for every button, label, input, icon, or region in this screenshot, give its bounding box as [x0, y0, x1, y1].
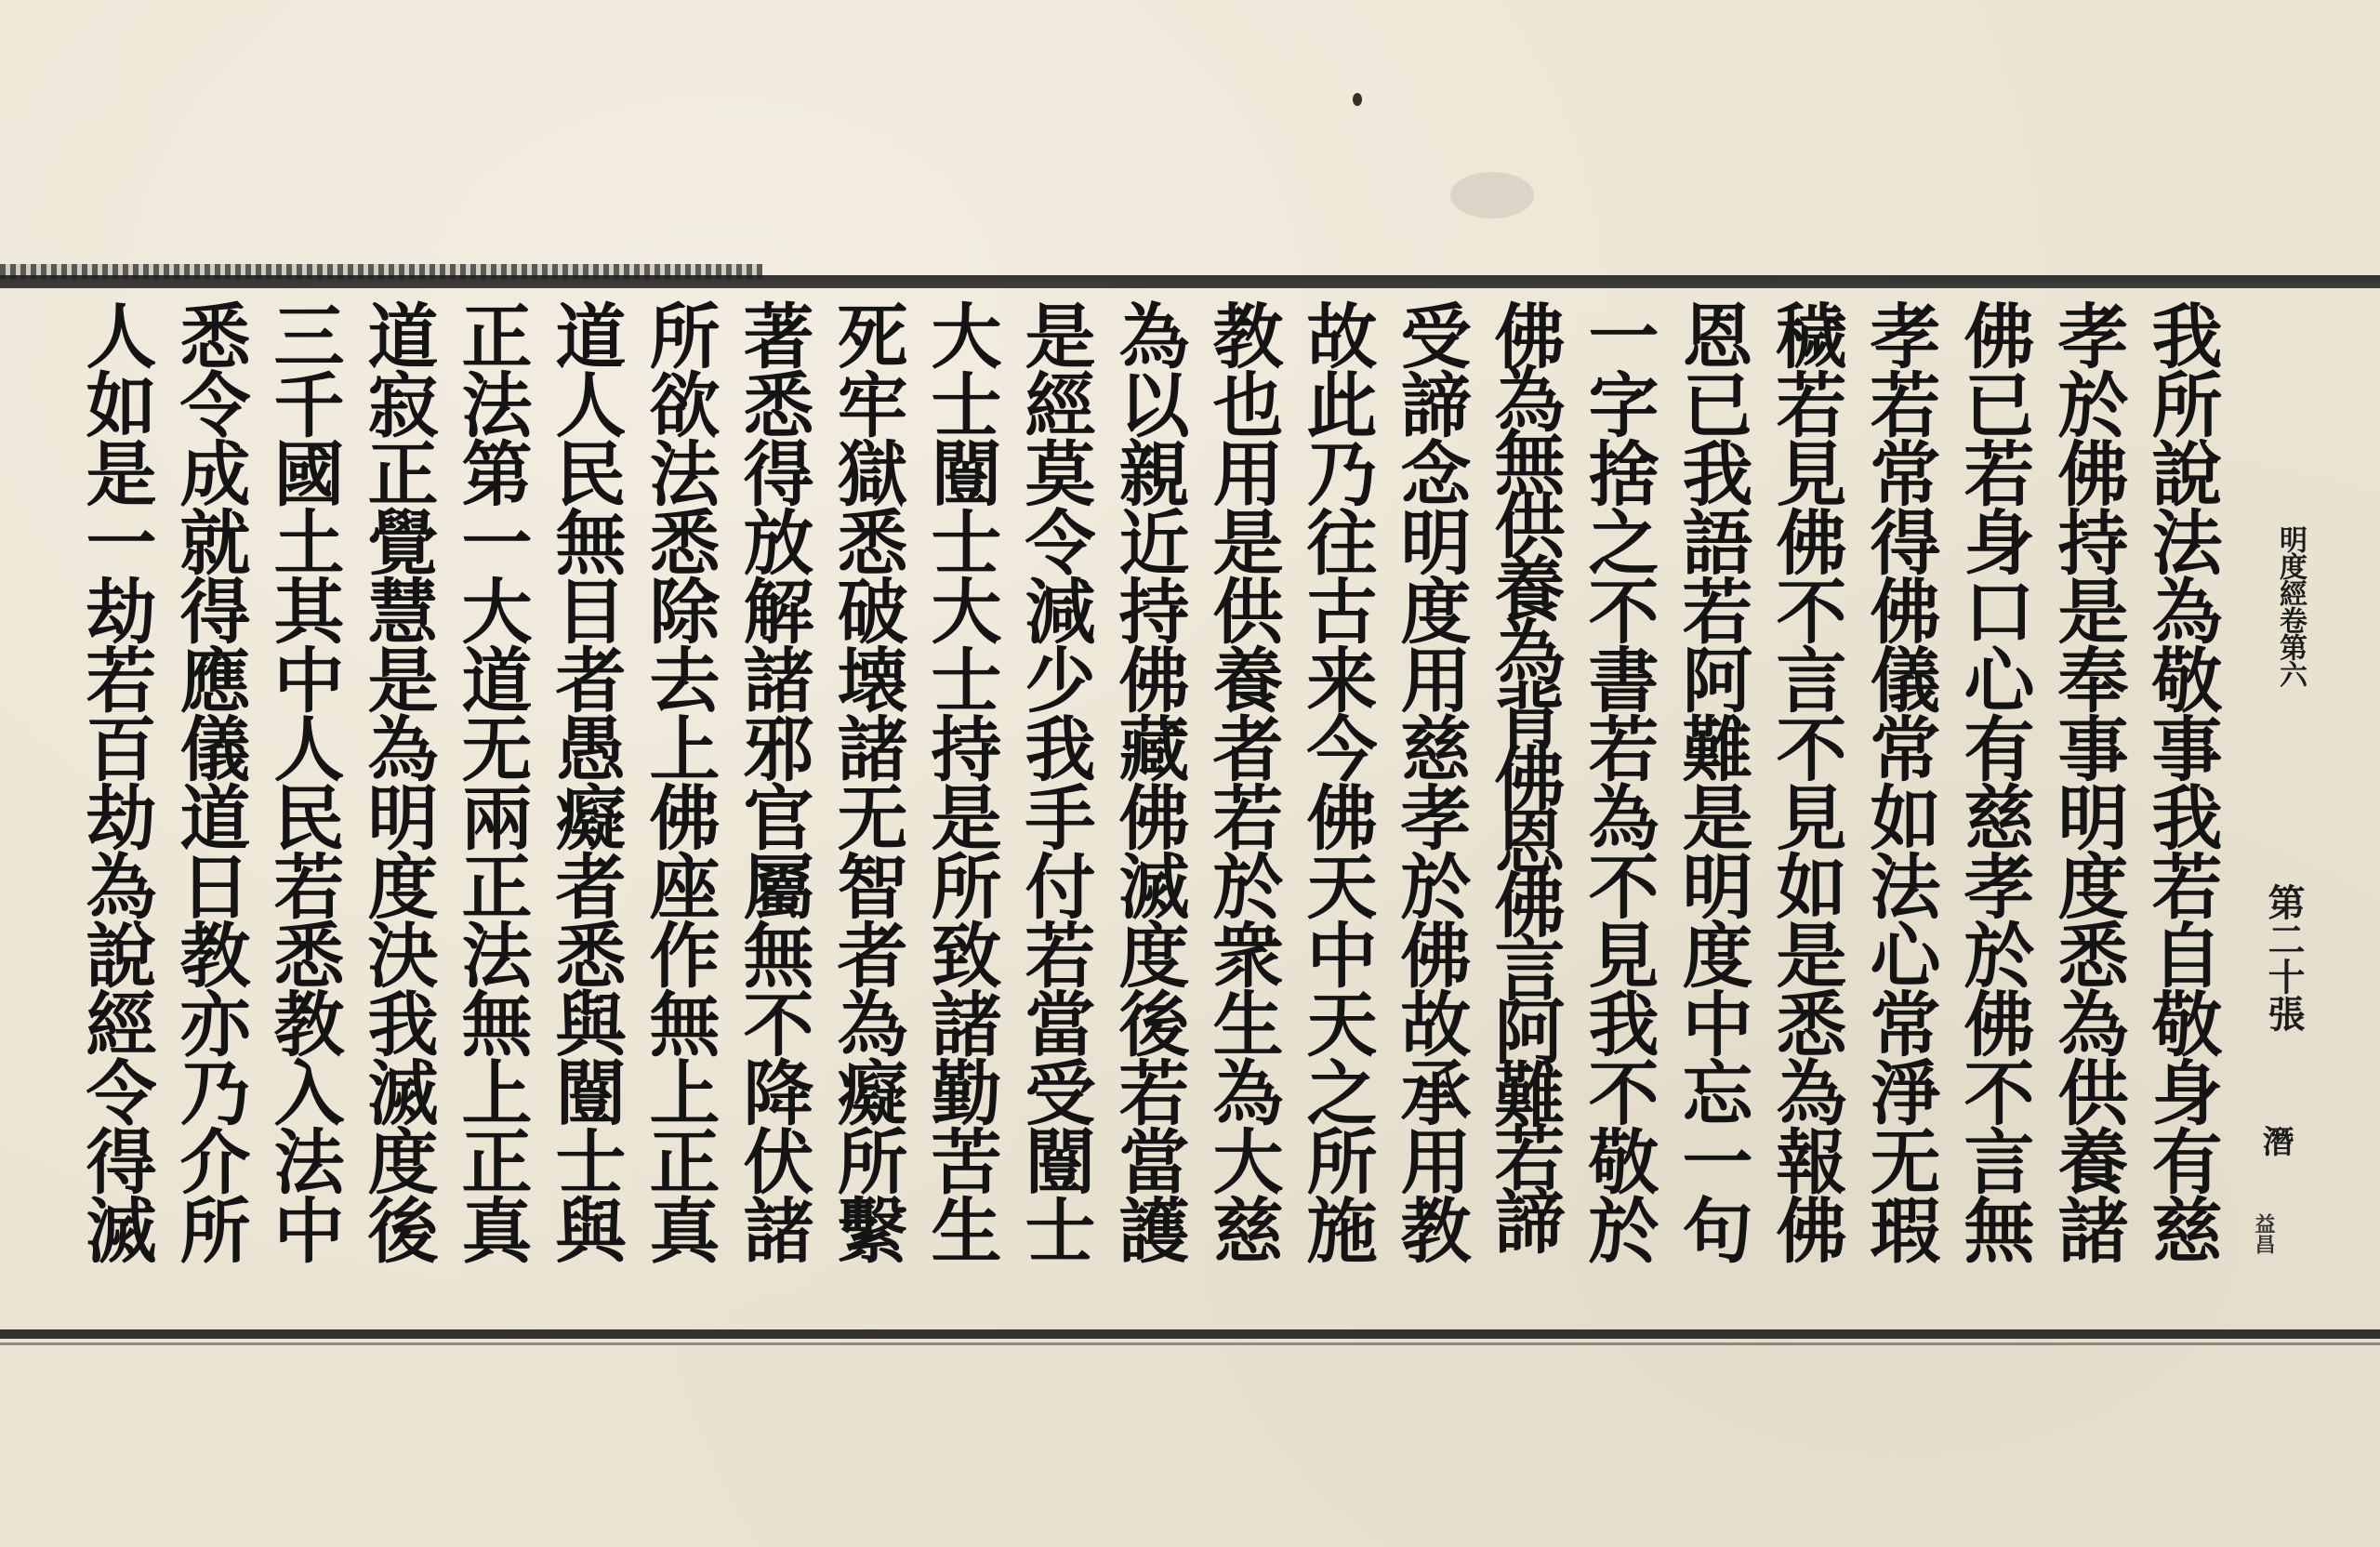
block-top-border: [0, 275, 2380, 288]
text-column-10: 故此乃往古来今佛天中天之所施: [1295, 299, 1378, 1263]
text-column-9: 受諦念明度用慈孝於佛故承用教: [1389, 299, 1472, 1263]
text-column-6: 恩已我語若阿難是明度中忘一句: [1671, 299, 1753, 1263]
text-column-15: 死牢獄悉破壊諸无智者為癡所繫: [826, 299, 908, 1263]
text-column-1: 我所說法為敬事我若自敬身有慈: [2140, 299, 2223, 1263]
page-number-margin: 第二十張: [2262, 883, 2306, 1032]
text-column-18: 道人民無目者愚癡者悉與闓士與: [544, 299, 627, 1263]
block-bottom-border: [0, 1329, 2380, 1339]
text-column-2: 孝於佛持是奉事明度悉為供養諸: [2046, 299, 2129, 1263]
carver-sub-margin: 益昌: [2252, 1213, 2276, 1254]
text-column-8: 佛為無供養為背佛恩佛言阿難若諦: [1483, 299, 1566, 1248]
text-column-4: 孝若常得佛儀常如法心常淨无瑕: [1858, 299, 1941, 1263]
text-column-13: 是經莫令減少我手付若當受闓士: [1013, 299, 1096, 1263]
ink-spot: [1353, 93, 1362, 106]
text-column-11: 教也用是供養者若於衆生為大慈: [1201, 299, 1284, 1263]
text-column-21: 三千國土其中人民若悉教入法中: [262, 299, 345, 1263]
sutra-title-margin: 明度經卷第六: [2274, 525, 2307, 687]
text-column-22: 悉令成就得應儀道日教亦乃介所: [168, 299, 251, 1263]
text-column-12: 為以親近持佛藏佛滅度後若當護: [1107, 299, 1190, 1263]
text-column-23: 人如是一劫若百劫為說經令得滅: [74, 299, 157, 1263]
carver-name-margin: 潛: [2256, 1125, 2294, 1157]
text-column-5: 穢若見佛不言不見如是悉為報佛: [1765, 299, 1847, 1263]
paper-stain: [1450, 172, 1534, 218]
text-column-17: 所欲法悉除去上佛座作無上正真: [638, 299, 721, 1263]
text-column-16: 著悉得放解諸邪官屬無不降伏諸: [732, 299, 814, 1263]
text-column-20: 道寂正覺慧是為明度決我滅度後: [356, 299, 439, 1263]
text-column-3: 佛已若身口心有慈孝於佛不言無: [1952, 299, 2035, 1263]
block-bottom-border-inner: [0, 1342, 2380, 1345]
text-column-7: 一字捨之不書若為不見我不敬於: [1577, 299, 1659, 1263]
text-column-19: 正法第一大道无兩正法無上正真: [450, 299, 533, 1263]
text-column-14: 大士闓士大士持是所致諸勤苦生: [919, 299, 1002, 1263]
